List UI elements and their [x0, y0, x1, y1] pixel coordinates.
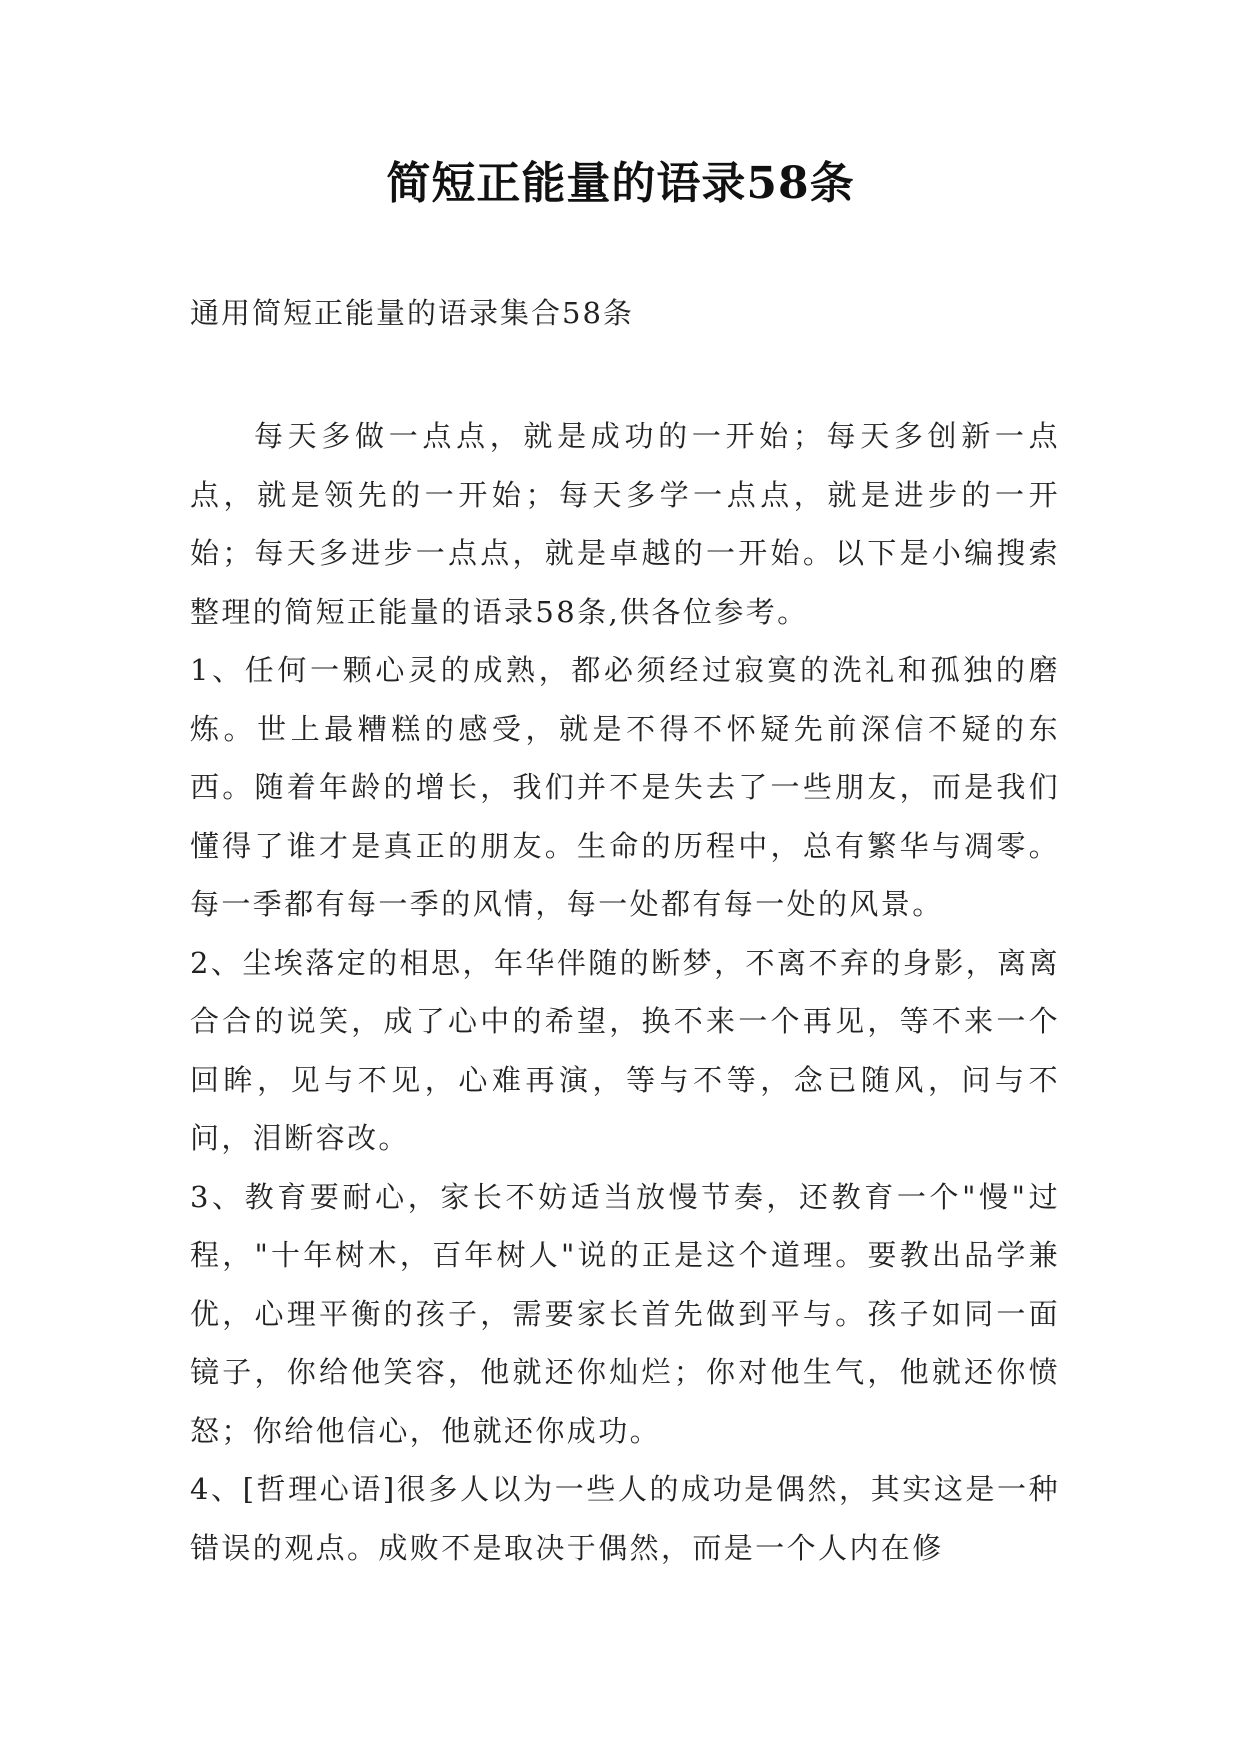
document-subtitle: 通用简短正能量的语录集合58条 — [190, 296, 634, 330]
quote-paragraph-4: 4、[哲理心语]很多人以为一些人的成功是偶然，其实这是一种错误的观点。成败不是取决于偶然，而是一个人内在修 — [190, 1472, 1060, 1565]
quote-paragraph-2: 2、尘埃落定的相思，年华伴随的断梦，不离不弃的身影，离离合合的说笑，成了心中的希望，换不来一个再见，等不来一个回眸，见与不见，心难再演，等与不等，念已随风，问与不问，泪断容改。 — [190, 945, 1060, 1155]
quote-paragraph-1: 1、任何一颗心灵的成熟，都必须经过寂寞的洗礼和孤独的磨炼。世上最糟糕的感受，就是不得不怀疑先前深信不疑的东西。随着年龄的增长，我们并不是失去了一些朋友，而是我们懂得了谁才是真正的朋友。生命的历程中，总有繁华与凋零。每一季都有每一季的风情，每一处都有每一处的风景。 — [190, 653, 1060, 921]
document-body — [190, 407, 1060, 1577]
intro-paragraph: 每天多做一点点，就是成功的一开始；每天多创新一点点，就是领先的一开始；每天多学一点点，就是进步的一开始；每天多进步一点点，就是卓越的一开始。以下是小编搜索整理的简短正能量的语录58条,供各位参考。 — [190, 419, 1060, 629]
document-title: 简短正能量的语录58条 — [386, 158, 855, 209]
quote-paragraph-3: 3、教育要耐心，家长不妨适当放慢节奏，还教育一个"慢"过程，"十年树木，百年树人"说的正是这个道理。要教出品学兼优，心理平衡的孩子，需要家长首先做到平与。孩子如同一面镜子，你给他笑容，他就还你灿烂；你对他生气，他就还你愤怒；你给他信心，他就还你成功。 — [190, 1179, 1060, 1448]
